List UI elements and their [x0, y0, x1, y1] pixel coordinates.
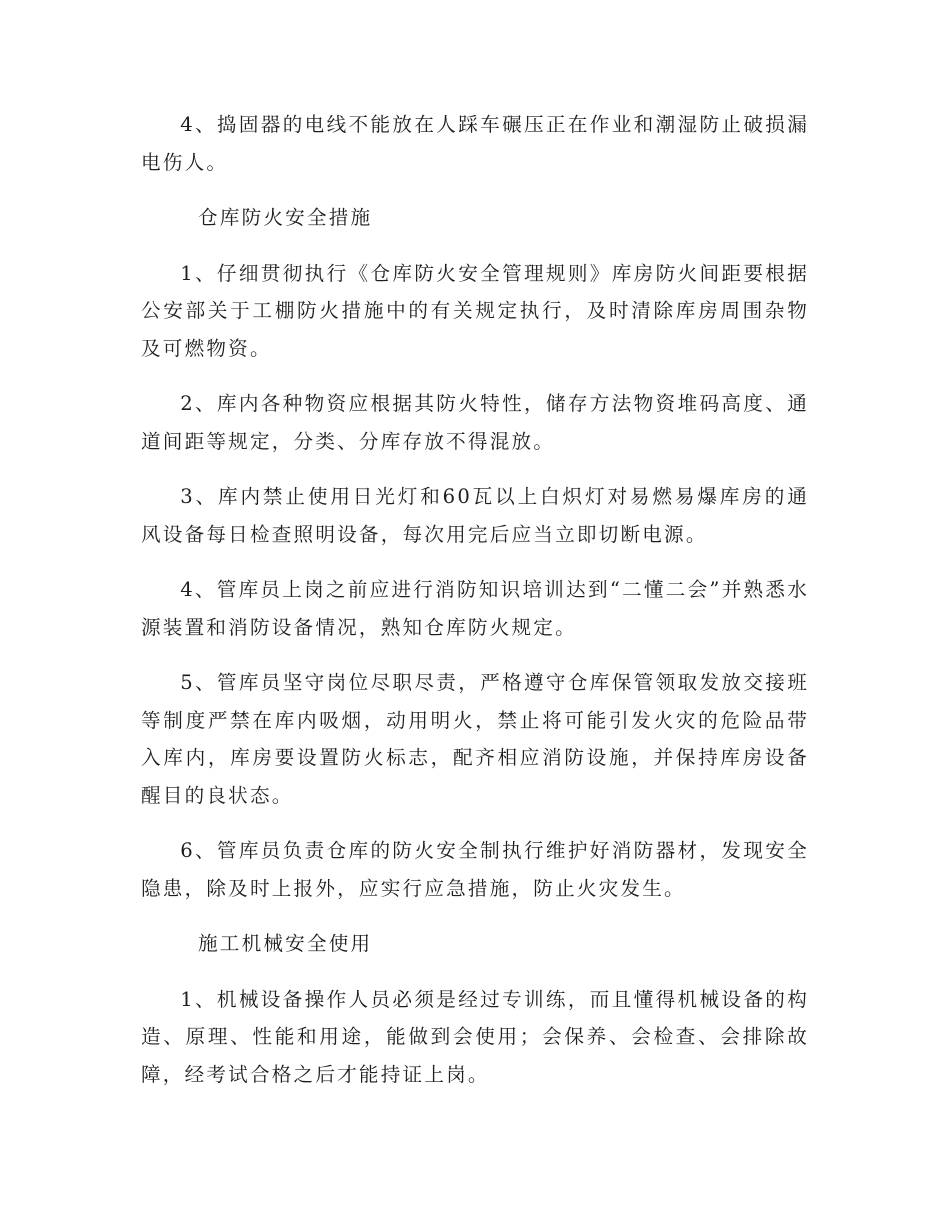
paragraph-machinery-1: 1、机械设备操作人员必须是经过专训练，而且懂得机械设备的构造、原理、性能和用途，能做到会使用；会保养、会检查、会排除故障，经考试合格之后才能持证上岗。 — [141, 987, 809, 1086]
paragraph-warehouse-4: 4、管库员上岗之前应进行消防知识培训达到“二懂二会”并熟悉水源装置和消防设备情况，熟知仓库防火规定。 — [141, 578, 809, 639]
section-heading-machinery-safety: 施工机械安全使用 — [198, 932, 373, 955]
paragraph-vibrator-wire: 4、捣固器的电线不能放在人踩车碾压正在作业和潮湿防止破损漏电伤人。 — [141, 113, 809, 174]
paragraph-warehouse-5: 5、管库员坚守岗位尽职尽责，严格遵守仓库保管领取发放交接班等制度严禁在库内吸烟，动用明火，禁止将可能引发火灾的危险品带入库内，库房要设置防火标志，配齐相应消防设施，并保持库房设备醒目的良状态。 — [141, 671, 809, 807]
document-body — [141, 106, 809, 1111]
paragraph-warehouse-6: 6、管库员负责仓库的防火安全制执行维护好消防器材，发现安全隐患，除及时上报外，应实行应急措施，防止火灾发生。 — [141, 839, 809, 900]
paragraph-warehouse-3: 3、库内禁止使用日光灯和60瓦以上白炽灯对易燃易爆库房的通风设备每日检查照明设备，每次用完后应当立即切断电源。 — [141, 485, 809, 546]
paragraph-warehouse-1: 1、仔细贯彻执行《仓库防火安全管理规则》库房防火间距要根据公安部关于工棚防火措施中的有关规定执行，及时清除库房周围杂物及可燃物资。 — [141, 261, 809, 360]
section-heading-warehouse-fire-safety: 仓库防火安全措施 — [198, 206, 373, 229]
paragraph-warehouse-2: 2、库内各种物资应根据其防火特性，储存方法物资堆码高度、通道间距等规定，分类、分库存放不得混放。 — [141, 392, 809, 453]
